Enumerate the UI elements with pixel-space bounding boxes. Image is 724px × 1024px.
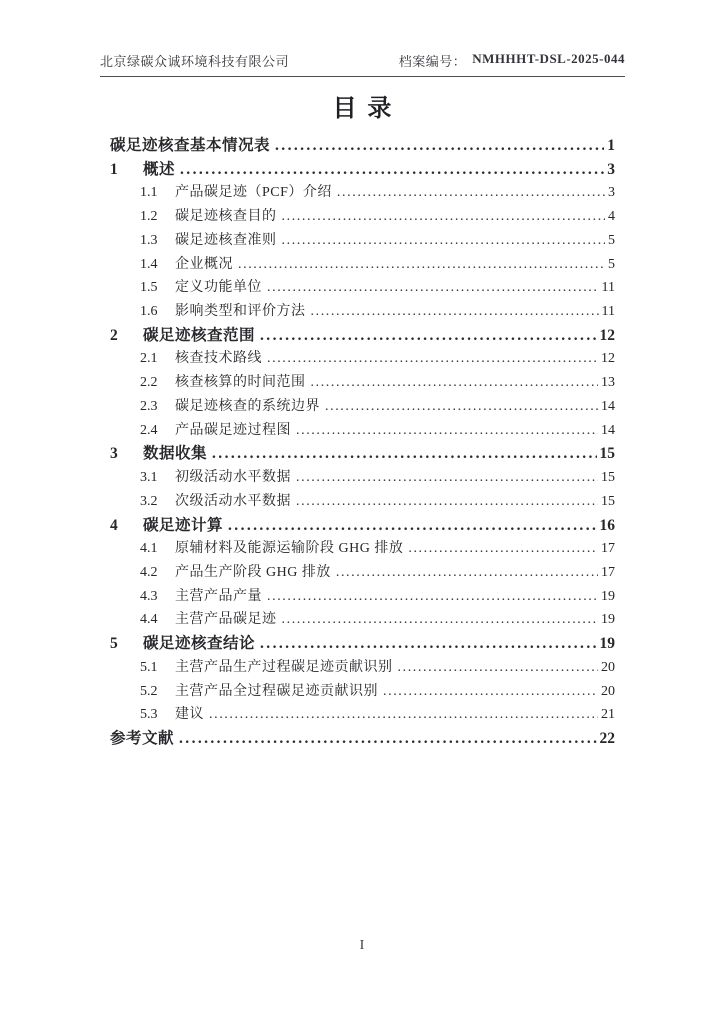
toc-dot-leader	[179, 727, 596, 751]
page-title: 目录	[332, 96, 403, 122]
toc-entry-number: 3.1	[140, 470, 158, 486]
toc-entry-page: 16	[599, 516, 615, 534]
toc-entry-page: 1	[607, 137, 615, 154]
toc-entry[interactable]	[110, 561, 615, 585]
toc-dot-leader	[398, 656, 599, 680]
toc-dot-leader	[282, 608, 599, 632]
toc-entry[interactable]	[110, 205, 615, 229]
toc-entry[interactable]	[110, 585, 615, 609]
toc-dot-leader	[275, 134, 604, 158]
toc-entry[interactable]	[110, 727, 615, 751]
toc-entry-number: 4.4	[140, 612, 158, 628]
toc-entry-page: 19	[601, 588, 615, 604]
toc-dot-leader	[282, 229, 606, 253]
company-name: 北京绿碳众诚环境科技有限公司	[100, 54, 290, 69]
toc-entry[interactable]	[110, 419, 615, 443]
toc-entry-number: 3	[110, 445, 118, 463]
toc-entry-label: 碳足迹核查结论	[143, 635, 256, 653]
toc-entry-number: 1.6	[140, 304, 158, 320]
toc-entry-page: 5	[608, 256, 615, 272]
toc-entry-page: 14	[601, 422, 615, 438]
toc-entry-label: 概述	[143, 160, 176, 178]
toc-entry-page: 22	[599, 729, 615, 747]
toc-entry-number: 1.1	[140, 185, 158, 201]
toc-entry[interactable]	[110, 537, 615, 561]
toc-entry-number: 4.2	[140, 564, 158, 580]
toc-entry-label: 参考文献	[110, 729, 175, 747]
toc-entry[interactable]	[110, 490, 615, 514]
toc-entry[interactable]	[110, 253, 615, 277]
toc-dot-leader	[267, 347, 598, 371]
toc-dot-leader	[260, 632, 596, 656]
toc-entry[interactable]	[110, 632, 615, 656]
toc-entry-number: 2.3	[140, 398, 158, 414]
toc-entry-page: 12	[601, 351, 615, 367]
toc-entry-page: 21	[601, 707, 615, 723]
toc-entry-label: 数据收集	[143, 445, 208, 463]
toc-entry-page: 12	[599, 326, 615, 344]
toc-entry[interactable]	[110, 324, 615, 348]
toc-entry-label: 原辅材料及能源运输阶段 GHG 排放	[175, 541, 404, 557]
toc-entry[interactable]	[110, 276, 615, 300]
toc-entry-number: 4.1	[140, 541, 158, 557]
toc-entry[interactable]	[110, 158, 615, 182]
toc-entry[interactable]	[110, 347, 615, 371]
toc-list	[110, 134, 615, 751]
toc-entry-page: 19	[601, 612, 615, 628]
toc-dot-leader	[228, 514, 596, 538]
toc-entry[interactable]	[110, 300, 615, 324]
toc-entry-page: 4	[608, 209, 615, 225]
toc-dot-leader	[180, 158, 604, 182]
toc-entry-label: 碳足迹核查的系统边界	[175, 398, 320, 414]
toc-dot-leader	[267, 276, 599, 300]
toc-entry-page: 14	[601, 398, 615, 414]
doc-number-value: NMHHHT-DSL-2025-044	[472, 51, 625, 66]
toc-entry-page: 17	[601, 541, 615, 557]
toc-entry-label: 产品碳足迹过程图	[175, 422, 291, 438]
toc-entry-page: 20	[601, 683, 615, 699]
toc-dot-leader	[383, 680, 598, 704]
toc-dot-leader	[212, 442, 596, 466]
toc-entry[interactable]	[110, 514, 615, 538]
toc-entry-number: 2.4	[140, 422, 158, 438]
toc-entry-number: 5	[110, 635, 118, 653]
toc-entry-label: 核查技术路线	[175, 351, 262, 367]
toc-entry-label: 定义功能单位	[175, 280, 262, 296]
toc-entry[interactable]	[110, 181, 615, 205]
toc-entry-page: 3	[608, 185, 615, 201]
toc-dot-leader	[296, 419, 598, 443]
toc-entry-page: 20	[601, 659, 615, 675]
toc-entry-number: 1.2	[140, 209, 158, 225]
toc-entry[interactable]	[110, 703, 615, 727]
toc-entry-number: 4	[110, 516, 118, 534]
toc-entry[interactable]	[110, 466, 615, 490]
toc-entry-label: 影响类型和评价方法	[175, 304, 306, 320]
toc-entry-number: 1	[110, 160, 118, 178]
toc-entry-number: 1.4	[140, 256, 158, 272]
toc-entry[interactable]	[110, 134, 615, 158]
toc-entry-number: 2.1	[140, 351, 158, 367]
toc-entry-page: 11	[601, 304, 615, 320]
toc-entry-label: 初级活动水平数据	[175, 470, 291, 486]
toc-dot-leader	[260, 324, 596, 348]
page-footer	[0, 938, 724, 954]
toc-entry[interactable]	[110, 229, 615, 253]
footer-page-number: I	[359, 938, 365, 953]
toc-dot-leader	[267, 585, 598, 609]
doc-number-label: 档案编号：	[398, 54, 467, 69]
toc-entry-number: 1.5	[140, 280, 158, 296]
toc-entry-number: 5.1	[140, 659, 158, 675]
toc-entry-label: 碳足迹核查基本情况表	[110, 137, 271, 154]
toc-entry-label: 碳足迹核查范围	[143, 326, 256, 344]
toc-entry-label: 产品生产阶段 GHG 排放	[175, 564, 331, 580]
toc-entry-label: 碳足迹计算	[143, 516, 224, 534]
toc-entry-page: 3	[607, 160, 615, 178]
toc-entry-label: 企业概况	[175, 256, 233, 272]
toc-entry-page: 13	[601, 375, 615, 391]
toc-entry-label: 碳足迹核查目的	[175, 209, 277, 225]
toc-entry-label: 核查核算的时间范围	[175, 375, 306, 391]
toc-dot-leader	[209, 703, 598, 727]
toc-entry-number: 5.3	[140, 707, 158, 723]
toc-entry-page: 15	[601, 470, 615, 486]
toc-entry-page: 11	[601, 280, 615, 296]
toc-dot-leader	[336, 561, 598, 585]
toc-entry[interactable]	[110, 680, 615, 704]
toc-entry-number: 1.3	[140, 232, 158, 248]
toc-dot-leader	[282, 205, 606, 229]
toc-entry[interactable]	[110, 371, 615, 395]
toc-entry[interactable]	[110, 442, 615, 466]
toc-entry-label: 次级活动水平数据	[175, 493, 291, 509]
toc-dot-leader	[238, 253, 605, 277]
toc-entry-number: 2.2	[140, 375, 158, 391]
toc-entry-label: 产品碳足迹（PCF）介绍	[175, 185, 332, 201]
toc-entry-label: 主营产品产量	[175, 588, 262, 604]
page-header	[100, 51, 625, 77]
doc-number	[399, 51, 625, 70]
toc-entry-number: 2	[110, 326, 118, 344]
toc-entry[interactable]	[110, 395, 615, 419]
toc-entry-page: 5	[608, 232, 615, 248]
toc-entry-label: 主营产品全过程碳足迹贡献识别	[175, 683, 378, 699]
toc-entry-page: 19	[599, 635, 615, 653]
toc-dot-leader	[337, 181, 605, 205]
toc-dot-leader	[296, 490, 598, 514]
toc-dot-leader	[311, 300, 599, 324]
toc-entry[interactable]	[110, 656, 615, 680]
toc-dot-leader	[311, 371, 599, 395]
toc-entry-number: 5.2	[140, 683, 158, 699]
toc-entry-label: 主营产品生产过程碳足迹贡献识别	[175, 659, 393, 675]
toc-entry-number: 3.2	[140, 493, 158, 509]
toc-entry-page: 15	[599, 445, 615, 463]
toc-dot-leader	[325, 395, 598, 419]
toc-entry-number: 4.3	[140, 588, 158, 604]
toc-entry-page: 17	[601, 564, 615, 580]
toc-entry-page: 15	[601, 493, 615, 509]
toc-dot-leader	[408, 537, 598, 561]
toc-entry-label: 主营产品碳足迹	[175, 612, 277, 628]
toc-entry[interactable]	[110, 608, 615, 632]
toc-entry-label: 建议	[175, 707, 204, 723]
toc-entry-label: 碳足迹核查准则	[175, 232, 277, 248]
toc-dot-leader	[296, 466, 598, 490]
